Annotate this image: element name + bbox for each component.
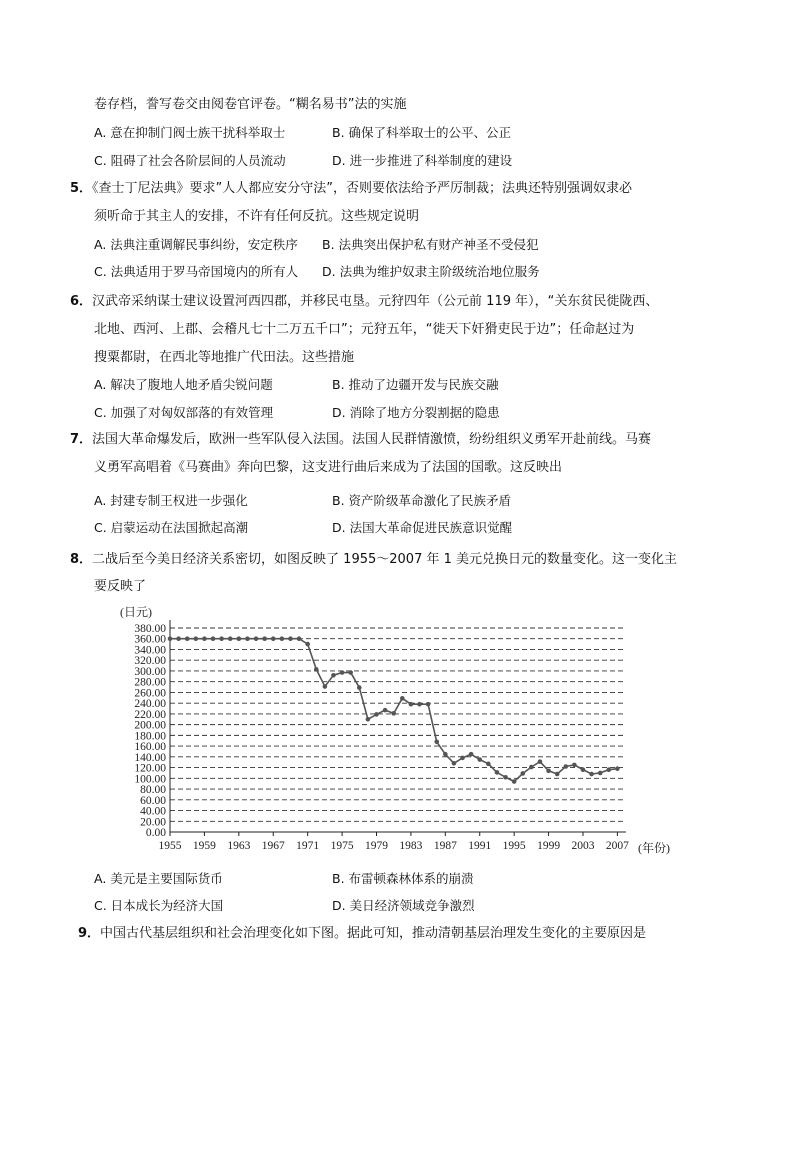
y-tick-label: 380.00 — [134, 623, 166, 635]
q7-question — [70, 431, 651, 449]
data-point — [366, 717, 371, 722]
q8-stem-line2: 要反映了 — [94, 579, 147, 594]
data-point — [520, 771, 525, 776]
x-tick-label: 2003 — [571, 840, 595, 852]
chart-y-ticks — [134, 623, 166, 839]
q5-option-b[interactable]: B. 法典突出保护私有财产神圣不受侵犯 — [322, 237, 539, 252]
q5-number: 5． — [70, 181, 93, 196]
data-point — [331, 673, 336, 678]
data-point — [538, 759, 543, 764]
data-point — [254, 636, 259, 641]
q8-number: 8． — [70, 552, 93, 567]
data-point — [443, 752, 448, 757]
q6-stem-line2: 北地、西河、上郡、会稽凡七十二万五千口”；元狩五年，“徙天下奸猾吏民于边”；任命赵过为 — [94, 322, 635, 337]
yen-exchange-rate-chart — [118, 600, 678, 860]
q4-option-b[interactable]: B. 确保了科举取士的公平、公正 — [332, 125, 512, 140]
q9-stem-line1: 中国古代基层组织和社会治理变化如下图。据此可知，推动清朝基层治理发生变化的主要原因是 — [100, 926, 647, 941]
data-point — [409, 702, 414, 707]
x-tick-label: 1999 — [537, 840, 561, 852]
y-tick-label: 40.00 — [140, 805, 166, 818]
y-tick-label: 200.00 — [134, 719, 166, 732]
q7-option-d[interactable]: D. 法国大革命促进民族意识觉醒 — [332, 520, 513, 535]
x-tick-label: 1995 — [502, 840, 526, 852]
q8-option-c[interactable]: C. 日本成长为经济大国 — [94, 898, 224, 913]
q7-option-c[interactable]: C. 启蒙运动在法国掀起高潮 — [94, 520, 249, 535]
y-tick-label: 240.00 — [134, 698, 166, 711]
q7-option-b[interactable]: B. 资产阶级革命激化了民族矛盾 — [332, 493, 512, 508]
y-tick-label: 180.00 — [134, 730, 166, 743]
x-tick-label: 1963 — [227, 840, 251, 852]
data-point — [512, 779, 517, 784]
data-point — [280, 636, 285, 641]
x-tick-label: 1983 — [399, 840, 423, 852]
q5-stem-line1: 《查士丁尼法典》要求”人人都应安分守法”，否则要依法给予严厉制裁；法典还特别强调奴隶必 — [92, 181, 633, 196]
q6-stem-line3: 搜粟都尉，在西北等地推广代田法。这些措施 — [94, 350, 355, 365]
q6-number: 6． — [70, 294, 93, 309]
data-point — [383, 708, 388, 713]
q7-stem-line1: 法国大革命爆发后，欧洲一些军队侵入法国。法国人民群情激愤，纷纷组织义勇军开赴前线。马赛 — [92, 432, 652, 447]
q5-question — [70, 180, 632, 198]
data-point — [219, 636, 224, 641]
data-point — [323, 684, 328, 689]
data-point — [563, 764, 568, 769]
q8-option-b[interactable]: B. 布雷顿森林体系的崩溃 — [332, 871, 474, 886]
q6-option-a[interactable]: A. 解决了腹地人地矛盾尖锐问题 — [94, 377, 273, 392]
y-tick-label: 320.00 — [134, 655, 166, 668]
data-point — [615, 766, 620, 771]
y-tick-label: 280.00 — [134, 676, 166, 689]
q8-stem-line1: 二战后至今美日经济关系密切，如图反映了 1955～2007 年 1 美元兑换日元的数量变化。这一变化主 — [92, 552, 678, 567]
data-point — [400, 696, 405, 701]
data-point — [477, 757, 482, 762]
q4-option-d[interactable]: D. 进一步推进了科举制度的建设 — [332, 153, 513, 168]
data-point — [185, 636, 190, 641]
data-point — [581, 767, 586, 772]
data-point — [348, 670, 353, 675]
data-point — [314, 667, 319, 672]
q5-option-d[interactable]: D. 法典为维护奴隶主阶级统治地位服务 — [322, 264, 540, 279]
x-tick-label: 1979 — [364, 840, 388, 852]
data-point — [305, 642, 310, 647]
data-point — [546, 769, 551, 774]
x-tick-label: 2007 — [605, 840, 629, 852]
x-tick-label: 1975 — [330, 840, 354, 852]
data-point — [237, 636, 242, 641]
chart-series — [168, 636, 620, 783]
data-point — [357, 685, 362, 690]
data-point — [469, 752, 474, 757]
x-tick-label: 1991 — [468, 840, 492, 852]
q6-option-b[interactable]: B. 推动了边疆开发与民族交融 — [332, 377, 499, 392]
data-point — [176, 636, 181, 641]
data-point — [211, 636, 216, 641]
q4-stem-tail: 卷存档，誊写卷交由阅卷官评卷。“糊名易书”法的实施 — [94, 97, 407, 112]
x-tick-label: 1987 — [433, 840, 457, 852]
y-tick-label: 0.00 — [145, 827, 166, 839]
x-tick-label: 1959 — [192, 840, 216, 852]
data-point — [417, 702, 422, 707]
y-tick-label: 80.00 — [140, 784, 166, 797]
x-tick-label: 1955 — [158, 840, 182, 852]
data-point — [194, 636, 199, 641]
q7-number: 7． — [70, 432, 93, 447]
data-point — [555, 772, 560, 777]
data-point — [262, 636, 267, 641]
chart-grid — [170, 628, 626, 821]
q9-number: 9． — [78, 926, 101, 941]
q6-stem-line1: 汉武帝采纳谋士建议设置河西四郡，并移民屯垦。元狩四年（公元前 119 年），“关东贫民徙陇西、 — [92, 294, 659, 309]
data-point — [434, 740, 439, 745]
q7-stem-line2: 义勇军高唱着《马赛曲》奔向巴黎，这支进行曲后来成为了法国的国歌。这反映出 — [94, 460, 563, 475]
data-point — [452, 761, 457, 766]
data-point — [460, 756, 465, 761]
data-point — [486, 762, 491, 767]
data-point — [529, 765, 534, 770]
data-point — [271, 636, 276, 641]
data-point — [598, 771, 603, 776]
y-tick-label: 140.00 — [134, 751, 166, 764]
q8-option-a[interactable]: A. 美元是主要国际货币 — [94, 871, 223, 886]
data-point — [606, 767, 611, 772]
q8-question — [70, 551, 677, 569]
data-point — [426, 702, 431, 707]
y-tick-label: 20.00 — [140, 816, 166, 829]
data-point — [589, 772, 594, 777]
data-point — [391, 711, 396, 716]
data-point — [168, 636, 173, 641]
y-tick-label: 340.00 — [134, 644, 166, 657]
y-tick-label: 120.00 — [134, 762, 166, 775]
data-point — [340, 670, 345, 675]
y-tick-label: 360.00 — [134, 633, 166, 646]
data-point — [374, 712, 379, 717]
y-tick-label: 260.00 — [134, 687, 166, 700]
data-point — [202, 636, 207, 641]
chart-x-ticks — [159, 832, 630, 852]
y-tick-label: 60.00 — [140, 794, 166, 807]
q4-option-c[interactable]: C. 阻碍了社会各阶层间的人员流动 — [94, 153, 286, 168]
q5-stem-line2: 须听命于其主人的安排，不许有任何反抗。这些规定说明 — [94, 209, 420, 224]
y-tick-label: 300.00 — [134, 665, 166, 678]
x-tick-label: 1967 — [261, 840, 285, 852]
y-tick-label: 160.00 — [134, 741, 166, 754]
q5-option-c[interactable]: C. 法典适用于罗马帝国境内的所有人 — [94, 264, 299, 279]
q5-option-a[interactable]: A. 法典注重调解民事纠纷，安定秩序 — [94, 237, 298, 252]
chart-y-axis-label: (日元) — [120, 605, 152, 619]
q6-option-c[interactable]: C. 加强了对匈奴部落的有效管理 — [94, 405, 274, 420]
data-point — [297, 636, 302, 641]
data-point — [228, 636, 233, 641]
x-tick-label: 1971 — [296, 840, 320, 852]
q7-option-a[interactable]: A. 封建专制王权进一步强化 — [94, 493, 248, 508]
y-tick-label: 100.00 — [134, 773, 166, 786]
data-point — [495, 770, 500, 775]
q6-question — [70, 293, 658, 311]
data-point — [572, 763, 577, 768]
y-tick-label: 220.00 — [134, 708, 166, 721]
q9-question — [78, 925, 646, 943]
q6-option-d[interactable]: D. 消除了地方分裂割据的隐患 — [332, 405, 500, 420]
data-point — [245, 636, 250, 641]
q8-option-d[interactable]: D. 美日经济领域竞争激烈 — [332, 898, 475, 913]
chart-x-axis-label: (年份) — [638, 841, 670, 855]
data-point — [288, 636, 293, 641]
data-point — [503, 775, 508, 780]
q4-option-a[interactable]: A. 意在抑制门阀士族干扰科举取士 — [94, 125, 286, 140]
